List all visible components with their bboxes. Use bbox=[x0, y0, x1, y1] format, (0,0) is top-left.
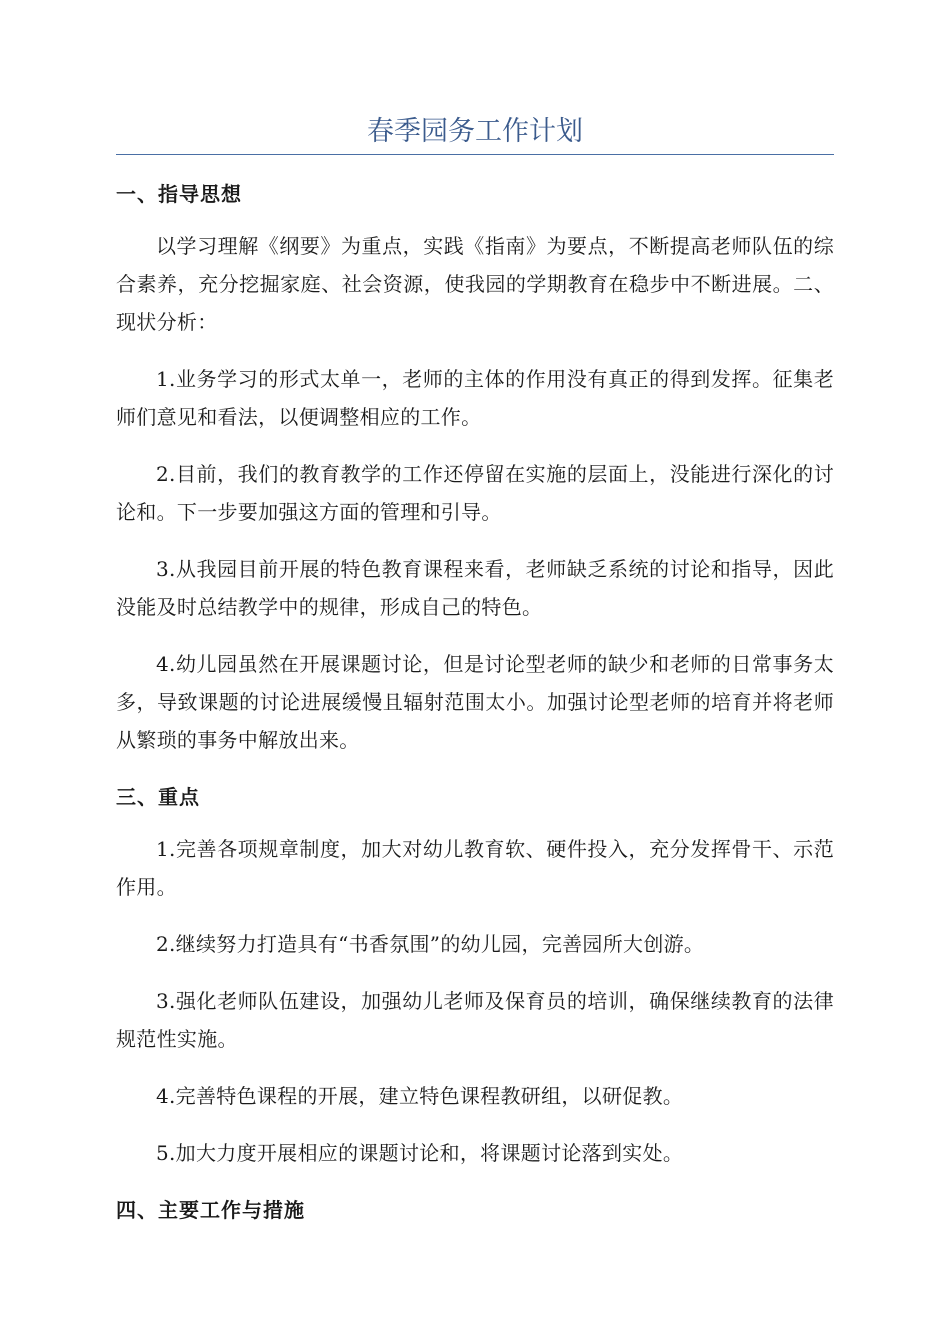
section-key-points bbox=[116, 778, 834, 1172]
paragraph: 以学习理解《纲要》为重点，实践《指南》为要点，不断提高老师队伍的综合素养，充分挖掘家庭、社会资源，使我园的学期教育在稳步中不断进展。二、现状分析： bbox=[116, 234, 834, 334]
paragraph: 3.强化老师队伍建设，加强幼儿老师及保育员的培训，确保继续教育的法律规范性实施。 bbox=[116, 989, 834, 1051]
paragraph: 3.从我园目前开展的特色教育课程来看，老师缺乏系统的讨论和指导，因此没能及时总结教学中的规律，形成自己的特色。 bbox=[116, 557, 834, 619]
paragraph: 2.继续努力打造具有“书香氛围”的幼儿园，完善园所大创游。 bbox=[156, 932, 705, 956]
document-title: 春季园务工作计划 bbox=[367, 116, 583, 147]
document-body bbox=[116, 175, 834, 1243]
paragraph: 1.业务学习的形式太单一，老师的主体的作用没有真正的得到发挥。征集老师们意见和看法，以便调整相应的工作。 bbox=[116, 367, 834, 429]
section-heading: 一、指导思想 bbox=[116, 182, 242, 206]
paragraph: 5.加大力度开展相应的课题讨论和，将课题讨论落到实处。 bbox=[156, 1141, 684, 1165]
section-heading: 三、重点 bbox=[116, 785, 200, 809]
section-main-work bbox=[116, 1191, 834, 1229]
title-underline bbox=[116, 154, 834, 155]
section-guiding-thought bbox=[116, 175, 834, 759]
section-heading: 四、主要工作与措施 bbox=[116, 1198, 305, 1222]
paragraph: 4.完善特色课程的开展，建立特色课程教研组，以研促教。 bbox=[156, 1084, 684, 1108]
paragraph: 4.幼儿园虽然在开展课题讨论，但是讨论型老师的缺少和老师的日常事务太多，导致课题的讨论进展缓慢且辐射范围太小。加强讨论型老师的培育并将老师从繁琐的事务中解放出来。 bbox=[116, 652, 834, 752]
paragraph: 2.目前，我们的教育教学的工作还停留在实施的层面上，没能进行深化的讨论和。下一步要加强这方面的管理和引导。 bbox=[116, 462, 834, 524]
paragraph: 1.完善各项规章制度，加大对幼儿教育软、硬件投入，充分发挥骨干、示范作用。 bbox=[116, 837, 834, 899]
